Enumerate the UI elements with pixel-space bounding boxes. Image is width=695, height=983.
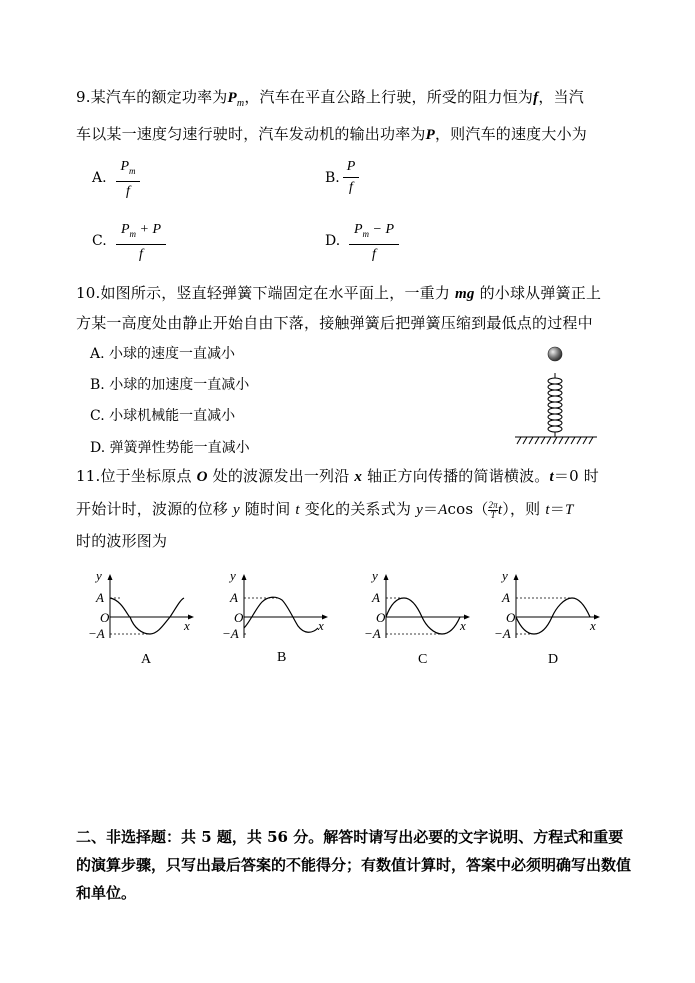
q9-option-b-fraction xyxy=(343,158,359,197)
q11-line1 xyxy=(76,465,599,486)
subscript: m xyxy=(362,228,370,239)
y-label: y xyxy=(372,568,378,583)
q11-var: t xyxy=(295,502,300,518)
q11-var: t xyxy=(549,469,554,485)
q11-var: t xyxy=(497,502,503,518)
wave-graph-d[interactable] xyxy=(494,568,608,678)
neg-a-label: −A xyxy=(222,626,239,641)
a-label: A xyxy=(372,590,380,605)
x-label: x xyxy=(318,618,324,633)
ball xyxy=(548,347,562,361)
x-label: x xyxy=(460,618,466,633)
neg-a-label: −A xyxy=(88,626,105,641)
numerator-rest: − P xyxy=(369,222,395,237)
q11-text: ＝0 时 xyxy=(553,467,599,485)
o-label: O xyxy=(506,610,516,625)
q11-var: x xyxy=(354,469,363,485)
q9-option-d-label[interactable]: D. xyxy=(325,233,341,249)
q11-text: 变化的关系式为 xyxy=(299,500,417,518)
graph-label: A xyxy=(141,652,152,667)
q9-text: ，汽车在平直公路上行驶，所受的阻力恒为 xyxy=(244,88,534,106)
denominator: f xyxy=(372,246,376,262)
numerator-rest: + P xyxy=(136,222,162,237)
y-label: y xyxy=(502,568,508,583)
numerator: P xyxy=(120,159,130,174)
x-label: x xyxy=(590,618,596,633)
wave-graph-a-svg xyxy=(92,568,202,648)
wave-curve xyxy=(516,598,590,634)
q9-text: ，当汽 xyxy=(538,88,584,106)
numerator: P xyxy=(346,159,356,174)
wave-curve xyxy=(110,598,184,634)
q9-option-c-fraction xyxy=(116,221,166,264)
q9-line1 xyxy=(76,86,584,109)
wave-graph-c-svg xyxy=(368,568,478,648)
q11-text: ＝ xyxy=(422,500,439,518)
q10-var: mg xyxy=(455,286,475,302)
wave-curve xyxy=(244,597,318,632)
q11-text: 11.位于坐标原点 xyxy=(76,467,197,485)
numerator: P xyxy=(353,222,363,237)
numerator: P xyxy=(120,222,130,237)
neg-a-label: −A xyxy=(494,626,511,641)
q11-text: 随时间 xyxy=(239,500,296,518)
denominator: f xyxy=(349,180,353,195)
q11-var: y xyxy=(416,502,423,518)
wave-graph-b-svg xyxy=(226,568,336,648)
q11-var: t xyxy=(545,502,550,518)
y-arrow xyxy=(242,574,247,580)
wave-curve xyxy=(386,598,460,634)
q11-text: 处的波源发出一列沿 xyxy=(207,467,355,485)
q9-option-d-fraction xyxy=(349,221,399,264)
q9-option-c-label[interactable]: C. xyxy=(92,233,107,249)
q11-var: y xyxy=(232,502,240,518)
q10-text: 的小球从弹簧正上 xyxy=(474,284,602,302)
o-label: O xyxy=(234,610,244,625)
neg-a-label: −A xyxy=(364,626,381,641)
denominator: f xyxy=(126,183,130,199)
q10-choice-b[interactable]: B. 小球的加速度一直减小 xyxy=(90,377,250,393)
subscript: m xyxy=(129,228,137,239)
wave-graph-c[interactable] xyxy=(364,568,478,678)
wave-graph-d-svg xyxy=(498,568,608,648)
q9-var: f xyxy=(533,90,539,106)
q11-text: ＝ xyxy=(549,500,565,518)
graph-label: C xyxy=(418,652,428,667)
q9-text: 9.某汽车的额定功率为 xyxy=(76,88,228,106)
q11-line3: 时的波形图为 xyxy=(76,532,168,550)
q9-var: P xyxy=(425,127,435,143)
a-label: A xyxy=(96,590,104,605)
q9-option-a-label[interactable]: A. xyxy=(92,170,107,186)
denominator: T xyxy=(490,509,496,520)
q9-option-b-label[interactable]: B. xyxy=(325,170,340,186)
wave-graph-b[interactable] xyxy=(222,568,336,678)
q9-sub: m xyxy=(236,98,245,109)
graph-label: B xyxy=(277,650,287,665)
q9-option-a-fraction xyxy=(116,158,140,201)
y-arrow xyxy=(384,574,389,580)
q9-var: P xyxy=(227,90,237,106)
spring-ball-figure xyxy=(505,340,605,452)
section2-instructions: 二、非选择题：共 5 题，共 56 分。解答时请写出必要的文字说明、方程式和重要的演算步骤，只写出最后答案的不能得分；有数值计算时，答案中必须明确写出数值和单位。 xyxy=(76,828,632,902)
y-arrow xyxy=(108,574,113,580)
q10-choice-d[interactable]: D. 弹簧弹性势能一直减小 xyxy=(90,440,250,456)
q10-choice-c[interactable]: C. 小球机械能一直减小 xyxy=(90,408,236,424)
y-label: y xyxy=(96,568,102,583)
q11-text: cos（ xyxy=(447,500,489,518)
subscript: m xyxy=(129,165,136,176)
q11-text: ），则 xyxy=(502,500,546,518)
q11-var: T xyxy=(564,502,574,518)
q11-text: 开始计时，波源的位移 xyxy=(76,500,233,518)
graph-label: D xyxy=(548,652,559,667)
o-label: O xyxy=(100,610,110,625)
x-label: x xyxy=(184,618,190,633)
q10-choice-a[interactable]: A. 小球的速度一直减小 xyxy=(90,346,236,362)
numerator: 2π xyxy=(488,499,498,510)
q10-line2: 方某一高度处由静止开始自由下落，接触弹簧后把弹簧压缩到最低点的过程中 xyxy=(76,314,593,332)
denominator: f xyxy=(139,246,143,262)
q9-line2 xyxy=(76,123,587,144)
q9-text: ，则汽车的速度大小为 xyxy=(434,125,587,143)
o-label: O xyxy=(376,610,386,625)
y-label: y xyxy=(230,568,236,583)
spring-coil xyxy=(548,373,562,437)
ground xyxy=(515,437,597,444)
q11-mini-fraction xyxy=(488,501,497,520)
wave-graph-a[interactable] xyxy=(88,568,202,678)
q10-line1 xyxy=(76,282,601,303)
a-label: A xyxy=(502,590,510,605)
q10-text: 10.如图所示，竖直轻弹簧下端固定在水平面上，一重力 xyxy=(76,284,456,302)
y-arrow xyxy=(514,574,519,580)
a-label: A xyxy=(230,590,238,605)
q11-text: 轴正方向传播的简谐横波。 xyxy=(362,467,550,485)
q11-var: O xyxy=(196,469,208,485)
q11-var: A xyxy=(438,502,448,518)
q9-text: 车以某一速度匀速行驶时，汽车发动机的输出功率为 xyxy=(76,125,426,143)
q11-line2 xyxy=(76,498,573,520)
